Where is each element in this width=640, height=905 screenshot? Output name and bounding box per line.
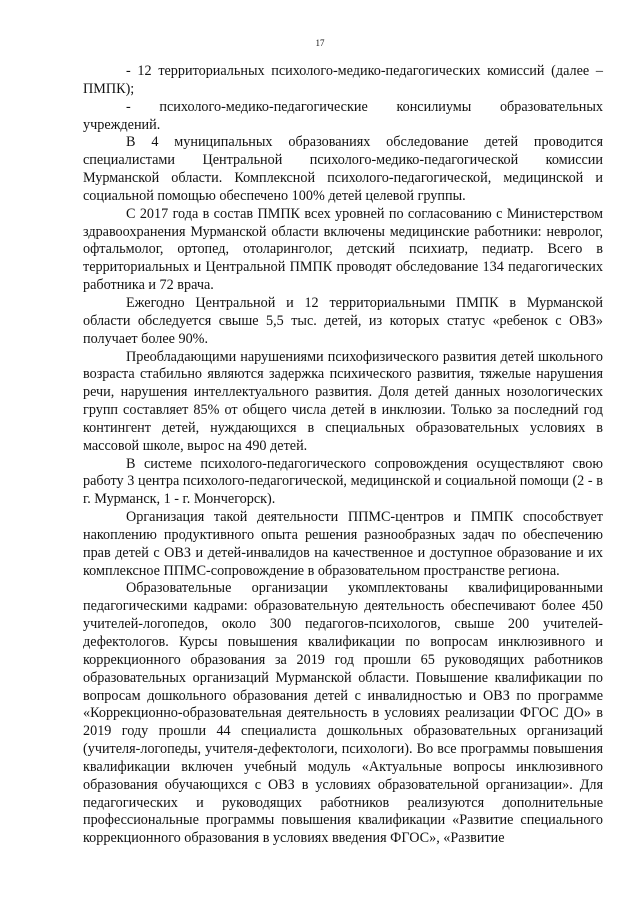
document-body (83, 63, 603, 848)
paragraph-organization-activity: Организация такой деятельности ППМС-центров и ПМПК способствует накоплению продуктивного опыта решения разнообразных задач по обеспечению прав детей с ОВЗ и детей-инвалидов на качественное и доступное образование и их комплексное ППМС-сопровождение в образовательном пространстве региона. (83, 509, 603, 579)
paragraph-list-item-commissions: - 12 территориальных психолого-медико-педагогических комиссий (далее – ПМПК); (83, 63, 603, 97)
paragraph-annual-examination: Ежегодно Центральной и 12 территориальными ПМПК в Мурманской области обследуется свыше 5,5 тыс. детей, из которых статус «ребенок с ОВЗ» получает более 90%. (83, 294, 603, 347)
paragraph-central-commission: В 4 муниципальных образованиях обследование детей проводится специалистами Центральной психолого-медико-педагогической комиссии Мурманской области. Комплексной психолого-педагогической, медицинской и социальной помощью обеспечено 100% детей целевой группы. (83, 134, 603, 204)
paragraph-qualified-staff: Образовательные организации укомплектованы квалифицированными педагогическими кадрами: образовательную деятельность обеспечивают более 450 учителей-логопедов, около 300 педагогов-психологов, свыше 200 учителей-дефектологов. Курсы повышения квалификации по вопросам инклюзивного и коррекционного образования за 2019 год прошли 65 руководящих работников образовательных организаций Мурманской области. Повышение квалификации по вопросам дошкольного образования детей с инвалидностью и ОВЗ по программе «Коррекционно-образовательная деятельность в условиях реализации ФГОС ДО» в 2019 году прошли 44 специалиста дошкольных образовательных организаций (учителя-логопеды, учителя-дефектологи, психологи). Во все программы повышения квалификации включен учебный модуль «Актуальные вопросы инклюзивного образования обучающихся с ОВЗ в условиях образовательной организации». Для педагогических и руководящих работников реализуются дополнительные профессиональные программы повышения квалификации «Развитие специального коррекционного образования в условиях введения ФГОС», «Развитие (83, 580, 603, 847)
paragraph-list-item-councils: - психолого-медико-педагогические консилиумы образовательных учреждений. (83, 98, 603, 133)
page-number: 17 (315, 38, 325, 48)
paragraph-medical-staff: С 2017 года в состав ПМПК всех уровней по согласованию с Министерством здравоохранения Мурманской области включены медицинские работники: невролог, офтальмолог, ортопед, отоларинголог, детский психиатр, педиатр. Всего в территориальных и Центральной ПМПК проводят обследование 134 педагогических работника и 72 врача. (83, 205, 603, 294)
paragraph-support-centers: В системе психолого-педагогического сопровождения осуществляют свою работу 3 центра психолого-педагогической, медицинской и социальной помощи (2 - в г. Мурманск, 1 - г. Мончегорск). (83, 455, 603, 508)
paragraph-prevailing-disorders: Преобладающими нарушениями психофизического развития детей школьного возраста стабильно являются задержка психического развития, тяжелые нарушения речи, нарушения интеллектуального развития. Доля детей данных нозологических групп составляет 85% от общего числа детей в инклюзии. Только за последний год контингент детей, нуждающихся в специальных образовательных условиях в массовой школе, вырос на 490 детей. (83, 348, 603, 454)
